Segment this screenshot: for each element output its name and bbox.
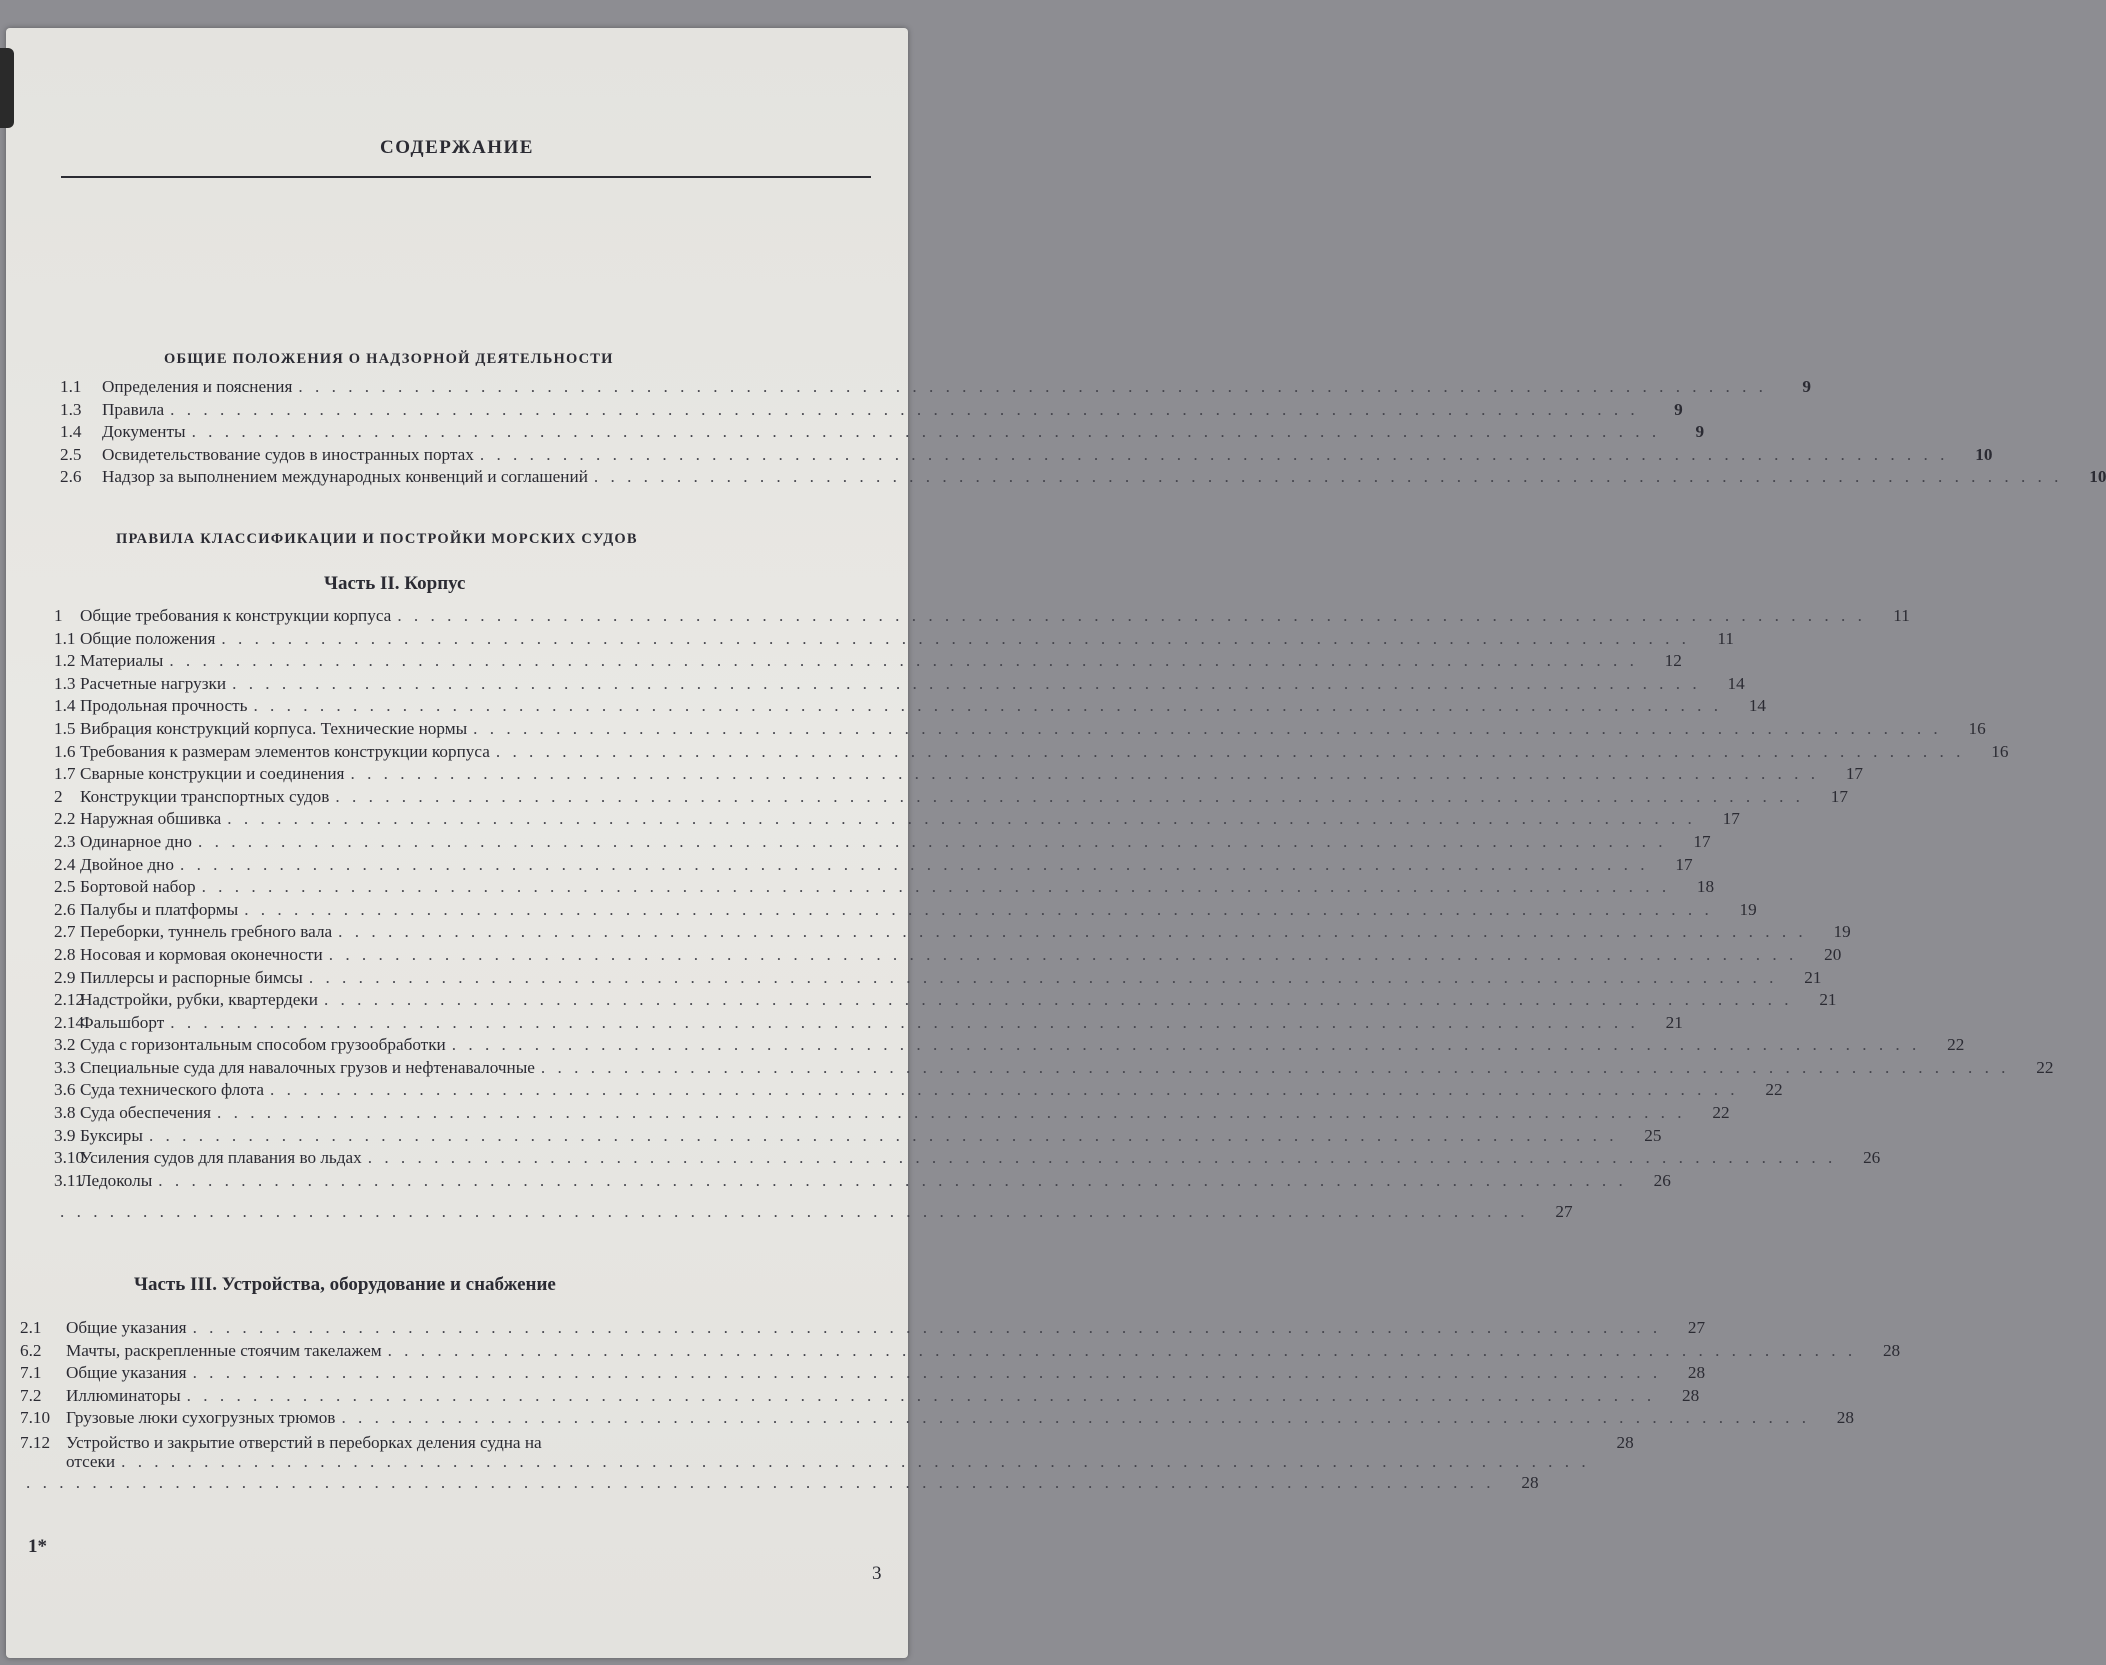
toc-number: 3.3 xyxy=(54,1057,76,1077)
toc-number: 1.2 xyxy=(54,651,76,671)
toc-title: Носовая и кормовая оконечности xyxy=(80,944,323,964)
dot-leader: . . . . . . . . . . . . . . . . . . . . . . . . . . . . . . . . . . . . . . . . . . . . . . . . . . . . . . . . . . . . . . . . . . . . . . . . . . . . . . . . . . . . . . . . . xyxy=(169,651,1638,671)
toc-row xyxy=(54,1125,1662,1149)
dot-leader: . . . . . . . . . . . . . . . . . . . . . . . . . . . . . . . . . . . . . . . . . . . . . . . . . . . . . . . . . . . . . . . . . . . . . . . . . . . . . . . . . . . . . . . . . xyxy=(121,1452,1590,1471)
dot-leader: . . . . . . . . . . . . . . . . . . . . . . . . . . . . . . . . . . . . . . . . . . . . . . . . . . . . . . . . . . . . . . . . . . . . . . . . . . . . . . . . . . . . . . . . . xyxy=(341,1408,1810,1428)
toc-title: Суда с горизонтальным способом грузообработки xyxy=(80,1035,446,1055)
dot-leader: . . . . . . . . . . . . . . . . . . . . . . . . . . . . . . . . . . . . . . . . . . . . . . . . . . . . . . . . . . . . . . . . . . . . . . . . . . . . . . . . . . . . . . . . . xyxy=(179,854,1649,874)
toc-row xyxy=(20,1363,1706,1386)
dot-leader: . . . . . . . . . . . . . . . . . . . . . . . . . . . . . . . . . . . . . . . . . . . . . . . . . . . . . . . . . . . . . . . . . . . . . . . . . . . . . . . . . . . . . . . . . xyxy=(479,444,1949,464)
toc-title: Наружная обшивка xyxy=(80,809,222,829)
toc-page-number: 12 xyxy=(1664,651,1682,671)
toc-row xyxy=(54,922,1851,945)
section-heading-classification: ПРАВИЛА КЛАССИФИКАЦИИ И ПОСТРОЙКИ МОРСКИХ СУДОВ xyxy=(116,531,638,547)
toc-title: Переборки, туннель гребного вала xyxy=(80,922,333,942)
toc-page-number: 11 xyxy=(1717,628,1734,648)
toc-page-number: 27 xyxy=(1687,1318,1706,1337)
toc-title: Иллюминаторы xyxy=(66,1385,181,1405)
toc-page-number: 28 xyxy=(1687,1363,1706,1383)
toc-page-number: 28 xyxy=(1521,1473,1539,1492)
dot-leader: . . . . . . . . . . . . . . . . . . . . . . . . . . . . . . . . . . . . . . . . . . . . . . . . . . . . . . . . . . . . . . . . . . . . . . . . . . . . . . . . . . . . . . . . . xyxy=(191,422,1661,442)
toc-title: Палубы и платформы xyxy=(80,899,239,919)
toc-number: 1.7 xyxy=(54,764,76,784)
toc-number: 3.6 xyxy=(54,1080,76,1100)
toc-row xyxy=(54,651,1682,674)
toc-page-number: 14 xyxy=(1748,696,1766,716)
toc-row xyxy=(54,1148,1881,1171)
toc-page-number: 17 xyxy=(1675,854,1693,874)
toc-number: 3.11 xyxy=(54,1170,84,1190)
toc-title: Бортовой набор xyxy=(80,877,196,897)
book-page xyxy=(6,28,2106,1658)
title-rule xyxy=(61,176,871,178)
dot-leader: . . . . . . . . . . . . . . . . . . . . . . . . . . . . . . . . . . . . . . . . . . . . . . . . . . . . . . . . . . . . . . . . . . . . . . . . . . . . . . . . . . . . . . . . . xyxy=(217,1103,1686,1123)
toc-page-number: 21 xyxy=(1819,990,1837,1010)
dot-leader: . . . . . . . . . . . . . . . . . . . . . . . . . . . . . . . . . . . . . . . . . . . . . . . . . . . . . . . . . . . . . . . . . . . . . . . . . . . . . . . . . . . . . . . . . xyxy=(338,922,1807,942)
toc-number: 2.9 xyxy=(54,967,76,987)
toc-title: Общие требования к конструкции корпуса xyxy=(80,606,392,625)
toc-row xyxy=(60,422,1705,445)
toc-title: Общие указания xyxy=(66,1363,187,1383)
toc-page-number: 9 xyxy=(1802,377,1811,396)
toc-page-number: 28 xyxy=(1882,1340,1901,1360)
toc-row xyxy=(54,606,1910,629)
toc-number: 2.4 xyxy=(54,854,76,874)
toc-number: 7.2 xyxy=(20,1385,42,1405)
dot-leader: . . . . . . . . . . . . . . . . . . . . . . . . . . . . . . . . . . . . . . . . . . . . . . . . . . . . . . . . . . . . . . . . . . . . . . . . . . . . . . . . . . . . . . . . . xyxy=(186,1385,1656,1405)
toc-title: Требования к размерам элементов конструкции корпуса xyxy=(80,741,490,761)
toc-trailing-row xyxy=(54,1202,1573,1225)
toc-title: Определения и пояснения xyxy=(102,377,293,396)
toc-title: Материалы xyxy=(80,651,164,671)
toc-section-equipment xyxy=(20,1318,1901,1431)
dot-leader: . . . . . . . . . . . . . . . . . . . . . . . . . . . . . . . . . . . . . . . . . . . . . . . . . . . . . . . . . . . . . . . . . . . . . . . . . . . . . . . . . . . . . . . . . xyxy=(593,467,2063,487)
toc-row xyxy=(60,467,2106,490)
toc-page-number: 22 xyxy=(2036,1057,2054,1077)
toc-number: 2 xyxy=(54,786,63,806)
toc-title: Суда обеспечения xyxy=(80,1103,211,1123)
toc-number: 2.5 xyxy=(54,877,76,897)
toc-row xyxy=(54,944,1842,968)
toc-row xyxy=(54,877,1715,900)
dot-leader: . . . . . . . . . . . . . . . . . . . . . . . . . . . . . . . . . . . . . . . . . . . . . . . . . . . . . . . . . . . . . . . . . . . . . . . . . . . . . . . . . . . . . . . . . xyxy=(232,673,1701,693)
dot-leader: . . . . . . . . . . . . . . . . . . . . . . . . . . . . . . . . . . . . . . . . . . . . . . . . . . . . . . . . . . . . . . . . . . . . . . . . . . . . . . . . . . . . . . . . . xyxy=(192,1363,1662,1383)
book-spine xyxy=(0,48,14,128)
toc-page-number: 17 xyxy=(1693,831,1711,851)
toc-number: 2.2 xyxy=(54,809,76,829)
dot-leader: . . . . . . . . . . . . . . . . . . . . . . . . . . . . . . . . . . . . . . . . . . . . . . . . . . . . . . . . . . . . . . . . . . . . . . . . . . . . . . . . . . . . . . . . . xyxy=(192,1318,1662,1337)
toc-title: Сварные конструкции и соединения xyxy=(80,764,345,784)
dot-leader: . . . . . . . . . . . . . . . . . . . . . . . . . . . . . . . . . . . . . . . . . . . . . . . . . . . . . . . . . . . . . . . . . . . . . . . . . . . . . . . . . . . . . . . . . xyxy=(350,764,1820,784)
toc-page-number: 26 xyxy=(1863,1148,1881,1168)
toc-row xyxy=(20,1318,1706,1341)
toc-title: Ледоколы xyxy=(80,1170,153,1190)
toc-number: 1.4 xyxy=(54,696,76,716)
toc-title-line2: отсеки xyxy=(66,1452,116,1471)
toc-number: 7.1 xyxy=(20,1363,42,1383)
toc-section-hull xyxy=(54,606,2054,1193)
toc-row xyxy=(54,1057,2054,1081)
toc-title: Буксиры xyxy=(80,1125,143,1145)
toc-page-number: 27 xyxy=(1555,1202,1573,1221)
toc-number: 1 xyxy=(54,606,63,625)
toc-row xyxy=(54,764,1864,787)
toc-row xyxy=(20,1340,1901,1364)
toc-row xyxy=(54,741,2009,765)
toc-page-number-top: 28 xyxy=(1616,1433,1634,1452)
toc-page-number: 9 xyxy=(1674,399,1683,419)
toc-title: Одинарное дно xyxy=(80,831,193,851)
toc-number: 3.10 xyxy=(54,1148,85,1168)
toc-page-number: 17 xyxy=(1845,764,1864,784)
toc-title: Освидетельствование судов в иностранных портах xyxy=(102,444,474,464)
toc-page-number: 11 xyxy=(1893,606,1910,625)
toc-title-line1: Устройство и закрытие отверстий в переборках деления судна на xyxy=(66,1433,542,1452)
part-heading-equipment: Часть III. Устройства, оборудование и снабжение xyxy=(134,1274,556,1295)
toc-row xyxy=(54,673,1745,697)
dot-leader: . . . . . . . . . . . . . . . . . . . . . . . . . . . . . . . . . . . . . . . . . . . . . . . . . . . . . . . . . . . . . . . . . . . . . . . . . . . . . . . . . . . . . . . . . xyxy=(201,877,1671,897)
toc-number: 3.9 xyxy=(54,1125,76,1145)
toc-title: Расчетные нагрузки xyxy=(80,673,227,693)
toc-title: Правила xyxy=(102,399,165,419)
toc-row xyxy=(54,1035,1965,1058)
toc-number: 1.5 xyxy=(54,718,76,738)
toc-title: Документы xyxy=(102,422,186,442)
toc-number: 3.8 xyxy=(54,1103,76,1123)
toc-page-number: 18 xyxy=(1696,877,1715,897)
toc-row xyxy=(60,444,1993,468)
dot-leader: . . . . . . . . . . . . . . . . . . . . . . . . . . . . . . . . . . . . . . . . . . . . . . . . . . . . . . . . . . . . . . . . . . . . . . . . . . . . . . . . . . . . . . . . . xyxy=(253,696,1722,716)
toc-number: 7.10 xyxy=(20,1408,51,1428)
toc-page-number: 22 xyxy=(1712,1103,1730,1123)
toc-row xyxy=(20,1408,1854,1431)
dot-leader: . . . . . . . . . . . . . . . . . . . . . . . . . . . . . . . . . . . . . . . . . . . . . . . . . . . . . . . . . . . . . . . . . . . . . . . . . . . . . . . . . . . . . . . . . xyxy=(158,1170,1627,1190)
toc-number: 6.2 xyxy=(20,1340,42,1360)
toc-title: Двойное дно xyxy=(80,854,174,874)
toc-page-number: 28 xyxy=(1682,1385,1700,1405)
toc-number: 3.2 xyxy=(54,1035,76,1055)
toc-title: Общие указания xyxy=(66,1318,187,1337)
dot-leader: . . . . . . . . . . . . . . . . . . . . . . . . . . . . . . . . . . . . . . . . . . . . . . . . . . . . . . . . . . . . . . . . . . . . . . . . . . . . . . . . . . . . . . . . . xyxy=(323,990,1793,1010)
toc-page-number: 17 xyxy=(1830,786,1848,806)
toc-row xyxy=(54,831,1711,855)
dot-leader: . . . . . . . . . . . . . . . . . . . . . . . . . . . . . . . . . . . . . . . . . . . . . . . . . . . . . . . . . . . . . . . . . . . . . . . . . . . . . . . . . . . . . . . . . xyxy=(170,399,1639,419)
toc-page-number: 21 xyxy=(1665,1012,1683,1032)
toc-row xyxy=(54,696,1766,719)
toc-row xyxy=(54,967,1822,991)
toc-page-number: 19 xyxy=(1739,899,1757,919)
signature-mark: 1* xyxy=(28,1536,47,1557)
toc-page-number: 20 xyxy=(1824,944,1842,964)
toc-row xyxy=(60,399,1683,423)
toc-row xyxy=(20,1385,1700,1409)
toc-row-multiline xyxy=(20,1433,1634,1473)
toc-row-page xyxy=(20,1473,1539,1496)
toc-page-number: 26 xyxy=(1653,1170,1671,1190)
toc-title: Грузовые люки сухогрузных трюмов xyxy=(66,1408,336,1428)
toc-row xyxy=(54,1202,1573,1225)
dot-leader: . . . . . . . . . . . . . . . . . . . . . . . . . . . . . . . . . . . . . . . . . . . . . . . . . . . . . . . . . . . . . . . . . . . . . . . . . . . . . . . . . . . . . . . . . xyxy=(387,1340,1857,1360)
toc-page-number: 14 xyxy=(1727,673,1745,693)
toc-row xyxy=(60,377,1811,400)
toc-page-number: 22 xyxy=(1765,1080,1783,1100)
toc-title: Конструкции транспортных судов xyxy=(80,786,330,806)
dot-leader: . . . . . . . . . . . . . . . . . . . . . . . . . . . . . . . . . . . . . . . . . . . . . . . . . . . . . . . . . . . . . . . . . . . . . . . . . . . . . . . . . . . . . . . . . xyxy=(198,831,1667,851)
toc-title: Надзор за выполнением международных конвенций и соглашений xyxy=(102,467,588,487)
toc-row xyxy=(54,854,1693,878)
toc-number: 2.8 xyxy=(54,944,76,964)
toc-row xyxy=(54,1170,1671,1194)
toc-number: 2.12 xyxy=(54,990,85,1010)
toc-row xyxy=(54,1080,1783,1103)
dot-leader: . . . . . . . . . . . . . . . . . . . . . . . . . . . . . . . . . . . . . . . . . . . . . . . . . . . . . . . . . . . . . . . . . . . . . . . . . . . . . . . . . . . . . . . . . xyxy=(367,1148,1837,1168)
dot-leader: . . . . . . . . . . . . . . . . . . . . . . . . . . . . . . . . . . . . . . . . . . . . . . . . . . . . . . . . . . . . . . . . . . . . . . . . . . . . . . . . . . . . . . . . . xyxy=(495,741,1965,761)
toc-number: 1.4 xyxy=(60,422,82,442)
toc-number: 2.3 xyxy=(54,831,76,851)
toc-title: Мачты, раскрепленные стоячим такелажем xyxy=(66,1340,382,1360)
dot-leader: . . . . . . . . . . . . . . . . . . . . . . . . . . . . . . . . . . . . . . . . . . . . . . . . . . . . . . . . . . . . . . . . . . . . . . . . . . . . . . . . . . . . . . . . . xyxy=(26,1473,1495,1492)
section-heading-supervision: ОБЩИЕ ПОЛОЖЕНИЯ О НАДЗОРНОЙ ДЕЯТЕЛЬНОСТИ xyxy=(164,351,614,367)
toc-row xyxy=(54,899,1757,923)
dot-leader: . . . . . . . . . . . . . . . . . . . . . . . . . . . . . . . . . . . . . . . . . . . . . . . . . . . . . . . . . . . . . . . . . . . . . . . . . . . . . . . . . . . . . . . . . xyxy=(335,786,1804,806)
toc-title: Суда технического флота xyxy=(80,1080,265,1100)
toc-title: Специальные суда для навалочных грузов и нефтенавалочные xyxy=(80,1057,535,1077)
dot-leader: . . . . . . . . . . . . . . . . . . . . . . . . . . . . . . . . . . . . . . . . . . . . . . . . . . . . . . . . . . . . . . . . . . . . . . . . . . . . . . . . . . . . . . . . . xyxy=(244,899,1713,919)
toc-title: Продольная прочность xyxy=(80,696,248,716)
page-number: 3 xyxy=(872,1563,882,1584)
toc-title: Фальшборт xyxy=(80,1012,165,1032)
dot-leader: . . . . . . . . . . . . . . . . . . . . . . . . . . . . . . . . . . . . . . . . . . . . . . . . . . . . . . . . . . . . . . . . . . . . . . . . . . . . . . . . . . . . . . . . . xyxy=(60,1202,1529,1221)
toc-number: 7.12 xyxy=(20,1433,51,1452)
toc-row xyxy=(54,809,1740,832)
toc-page-number: 10 xyxy=(2089,467,2106,487)
dot-leader: . . . . . . . . . . . . . . . . . . . . . . . . . . . . . . . . . . . . . . . . . . . . . . . . . . . . . . . . . . . . . . . . . . . . . . . . . . . . . . . . . . . . . . . . . xyxy=(227,809,1696,829)
toc-title: Надстройки, рубки, квартердеки xyxy=(80,990,318,1010)
toc-number: 1.3 xyxy=(54,673,76,693)
toc-row xyxy=(54,1103,1730,1126)
toc-number: 1.1 xyxy=(60,377,82,396)
toc-page-number: 10 xyxy=(1975,444,1993,464)
dot-leader: . . . . . . . . . . . . . . . . . . . . . . . . . . . . . . . . . . . . . . . . . . . . . . . . . . . . . . . . . . . . . . . . . . . . . . . . . . . . . . . . . . . . . . . . . xyxy=(540,1057,2010,1077)
toc-number: 2.7 xyxy=(54,922,76,942)
toc-page-number: 21 xyxy=(1804,967,1822,987)
dot-leader: . . . . . . . . . . . . . . . . . . . . . . . . . . . . . . . . . . . . . . . . . . . . . . . . . . . . . . . . . . . . . . . . . . . . . . . . . . . . . . . . . . . . . . . . . xyxy=(473,718,1942,738)
toc-section-supervision xyxy=(60,377,2106,490)
toc-row xyxy=(54,718,1986,742)
toc-title: Общие положения xyxy=(80,628,216,648)
dot-leader: . . . . . . . . . . . . . . . . . . . . . . . . . . . . . . . . . . . . . . . . . . . . . . . . . . . . . . . . . . . . . . . . . . . . . . . . . . . . . . . . . . . . . . . . . xyxy=(170,1012,1639,1032)
toc-page-number: 9 xyxy=(1695,422,1705,442)
toc-page-number: 28 xyxy=(1836,1408,1854,1428)
dot-leader: . . . . . . . . . . . . . . . . . . . . . . . . . . . . . . . . . . . . . . . . . . . . . . . . . . . . . . . . . . . . . . . . . . . . . . . . . . . . . . . . . . . . . . . . . xyxy=(298,377,1767,396)
toc-number: 2.6 xyxy=(60,467,82,487)
dot-leader: . . . . . . . . . . . . . . . . . . . . . . . . . . . . . . . . . . . . . . . . . . . . . . . . . . . . . . . . . . . . . . . . . . . . . . . . . . . . . . . . . . . . . . . . . xyxy=(397,606,1866,625)
dot-leader: . . . . . . . . . . . . . . . . . . . . . . . . . . . . . . . . . . . . . . . . . . . . . . . . . . . . . . . . . . . . . . . . . . . . . . . . . . . . . . . . . . . . . . . . . xyxy=(270,1080,1739,1100)
toc-number: 2.5 xyxy=(60,444,82,464)
toc-number: 2.14 xyxy=(54,1012,85,1032)
toc-page-number: 16 xyxy=(1991,741,2009,761)
toc-number: 1.1 xyxy=(54,628,76,648)
toc-number: 1.6 xyxy=(54,741,76,761)
toc-page-number: 25 xyxy=(1644,1125,1662,1145)
toc-number: 1.3 xyxy=(60,399,82,419)
toc-row xyxy=(54,990,1837,1013)
toc-row xyxy=(54,786,1848,810)
dot-leader: . . . . . . . . . . . . . . . . . . . . . . . . . . . . . . . . . . . . . . . . . . . . . . . . . . . . . . . . . . . . . . . . . . . . . . . . . . . . . . . . . . . . . . . . . xyxy=(148,1125,1618,1145)
toc-page-number: 17 xyxy=(1722,809,1740,829)
toc-last-item xyxy=(20,1433,1634,1496)
toc-page-number: 22 xyxy=(1947,1035,1965,1055)
toc-page-number: 16 xyxy=(1968,718,1986,738)
toc-title: Усиления судов для плавания во льдах xyxy=(80,1148,362,1168)
toc-row xyxy=(54,628,1734,652)
toc-title: Вибрация конструкций корпуса. Технические нормы xyxy=(80,718,468,738)
page-title: СОДЕРЖАНИЕ xyxy=(380,137,534,158)
dot-leader: . . . . . . . . . . . . . . . . . . . . . . . . . . . . . . . . . . . . . . . . . . . . . . . . . . . . . . . . . . . . . . . . . . . . . . . . . . . . . . . . . . . . . . . . . xyxy=(451,1035,1921,1055)
toc-page-number: 19 xyxy=(1833,922,1851,942)
part-heading-hull: Часть II. Корпус xyxy=(324,573,466,594)
toc-title: Пиллерсы и распорные бимсы xyxy=(80,967,303,987)
dot-leader: . . . . . . . . . . . . . . . . . . . . . . . . . . . . . . . . . . . . . . . . . . . . . . . . . . . . . . . . . . . . . . . . . . . . . . . . . . . . . . . . . . . . . . . . . xyxy=(328,944,1798,964)
dot-leader: . . . . . . . . . . . . . . . . . . . . . . . . . . . . . . . . . . . . . . . . . . . . . . . . . . . . . . . . . . . . . . . . . . . . . . . . . . . . . . . . . . . . . . . . . xyxy=(221,628,1690,648)
toc-row xyxy=(54,1012,1683,1036)
dot-leader: . . . . . . . . . . . . . . . . . . . . . . . . . . . . . . . . . . . . . . . . . . . . . . . . . . . . . . . . . . . . . . . . . . . . . . . . . . . . . . . . . . . . . . . . . xyxy=(308,967,1778,987)
toc-number: 2.6 xyxy=(54,899,76,919)
toc-number: 2.1 xyxy=(20,1318,42,1337)
